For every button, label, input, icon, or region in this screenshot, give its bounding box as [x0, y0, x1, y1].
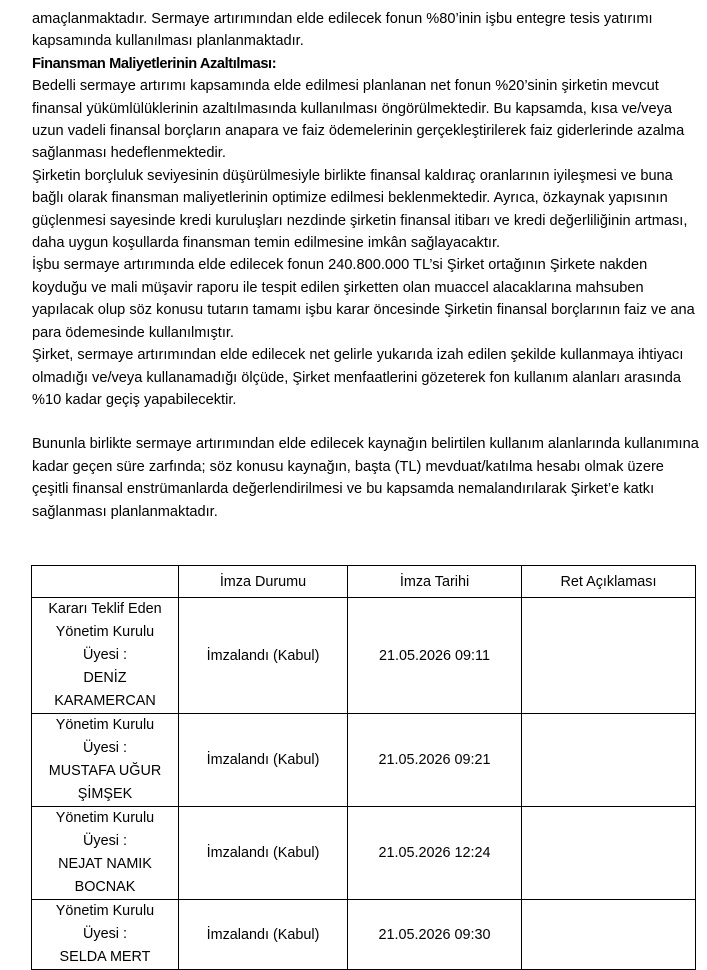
member-cell	[32, 900, 179, 970]
paragraph-leverage: Şirketin borçluluk seviyesinin düşürülmesiyle birlikte finansal kaldıraç oranlarının iyileşmesi ve buna bağlı olarak finansman maliyetlerinin optimize edilmesi beklenmektedir. Ayrıca, özkaynak yapısının güçlenmesi sayesinde kredi kuruluşları nezdinde şirketin finansal itibarı ve kredi değerliliğinin artması, daha uygun koşullarda finansman temin edilmesine imkân sağlayacaktır.	[32, 167, 688, 252]
signature-status: İmzalandı (Kabul)	[179, 598, 348, 714]
signature-date: 21.05.2026 09:11	[348, 598, 522, 714]
table-header-row	[32, 566, 696, 598]
header-signature-status: İmza Durumu	[179, 566, 348, 598]
member-cell	[32, 598, 179, 714]
rejection-reason	[522, 807, 696, 900]
table-row	[32, 900, 696, 970]
header-rejection-reason: Ret Açıklaması	[522, 566, 696, 598]
member-cell	[32, 807, 179, 900]
member-cell	[32, 714, 179, 807]
paragraph-debt-reduction: Bedelli sermaye artırımı kapsamında elde edilmesi planlanan net fonun %20’sinin şirketin mevcut finansal yükümlülüklerinin azaltılmasında kullanılması öngörülmektedir. Bu kapsamda, kısa ve/veya uzun vadeli finansal borçların anapara ve faiz ödemelerinin gerçekleştirilerek faiz giderlerinde azalma sağlanması hedeflenmektedir.	[32, 78, 685, 162]
signature-table	[31, 565, 696, 970]
rejection-reason	[522, 900, 696, 970]
member-line: Yönetim Kurulu Üyesi :	[55, 717, 155, 756]
rejection-reason	[522, 598, 696, 714]
paragraph-partner-receivables: İşbu sermaye artırımında elde edilecek fonun 240.800.000 TL’si Şirket ortağının Şirkete nakden koyduğu ve mali müşavir raporu ile tespit edilen şirketten olan muaccel alacaklarına mahsuben yapılacak olup söz konusu tutarın tamamı işbu karar öncesinde Şirketin finansal borçlarının faiz ve ana para ödemesinde kullanılmıştır.	[32, 257, 695, 341]
member-name: NEJAT NAMIK	[58, 856, 152, 872]
signature-date: 21.05.2026 12:24	[348, 807, 522, 900]
table-row	[32, 598, 696, 714]
member-name: MUSTAFA UĞUR	[48, 763, 162, 779]
signature-status: İmzalandı (Kabul)	[179, 714, 348, 807]
rejection-reason	[522, 714, 696, 807]
header-member	[32, 566, 179, 598]
member-line: Yönetim Kurulu Üyesi :	[55, 810, 155, 849]
signature-date: 21.05.2026 09:21	[348, 714, 522, 807]
member-surname: ŞİMŞEK	[77, 786, 133, 802]
paragraph-interim-investment: Bununla birlikte sermaye artırımından elde edilecek kaynağın belirtilen kullanım alanlarında kullanımına kadar geçen süre zarfında; söz konusu kaynağın, başta (TL) mevduat/katılma hesabı olmak üzere çeşitli finansal enstrümanlarda değerlendirilmesi ve bu kapsamda nemalandırılarak Şirket’e katkı sağlanması planlanmaktadır.	[32, 436, 699, 520]
member-name: SELDA MERT	[59, 949, 151, 965]
member-line: Yönetim Kurulu Üyesi :	[55, 903, 155, 942]
table-row	[32, 807, 696, 900]
section-heading: Finansman Maliyetlerinin Azaltılması:	[32, 55, 277, 72]
signature-date: 21.05.2026 09:30	[348, 900, 522, 970]
paragraph-fund-usage: amaçlanmaktadır. Sermaye artırımından elde edilecek fonun %80’inin işbu entegre tesis yatırımı kapsamında kullanılması planlanmaktadır.	[32, 11, 653, 50]
member-name: DENİZ KARAMERCAN	[54, 670, 156, 709]
paragraph-reallocation: Şirket, sermaye artırımından elde edilecek net gelirle yukarıda izah edilen şekilde kullanmaya ihtiyacı olmadığı ve/veya kullanamadığı ölçüde, Şirket menfaatlerini gözeterek fon kullanım alanları arasında %10 kadar geçiş yapabilecektir.	[32, 347, 684, 408]
signature-status: İmzalandı (Kabul)	[179, 900, 348, 970]
member-line: Yönetim Kurulu Üyesi :	[55, 624, 155, 663]
member-surname: BOCNAK	[74, 879, 136, 895]
member-line: Kararı Teklif Eden	[48, 601, 162, 617]
document-body	[32, 8, 700, 523]
signature-status: İmzalandı (Kabul)	[179, 807, 348, 900]
table-row	[32, 714, 696, 807]
header-signature-date: İmza Tarihi	[348, 566, 522, 598]
